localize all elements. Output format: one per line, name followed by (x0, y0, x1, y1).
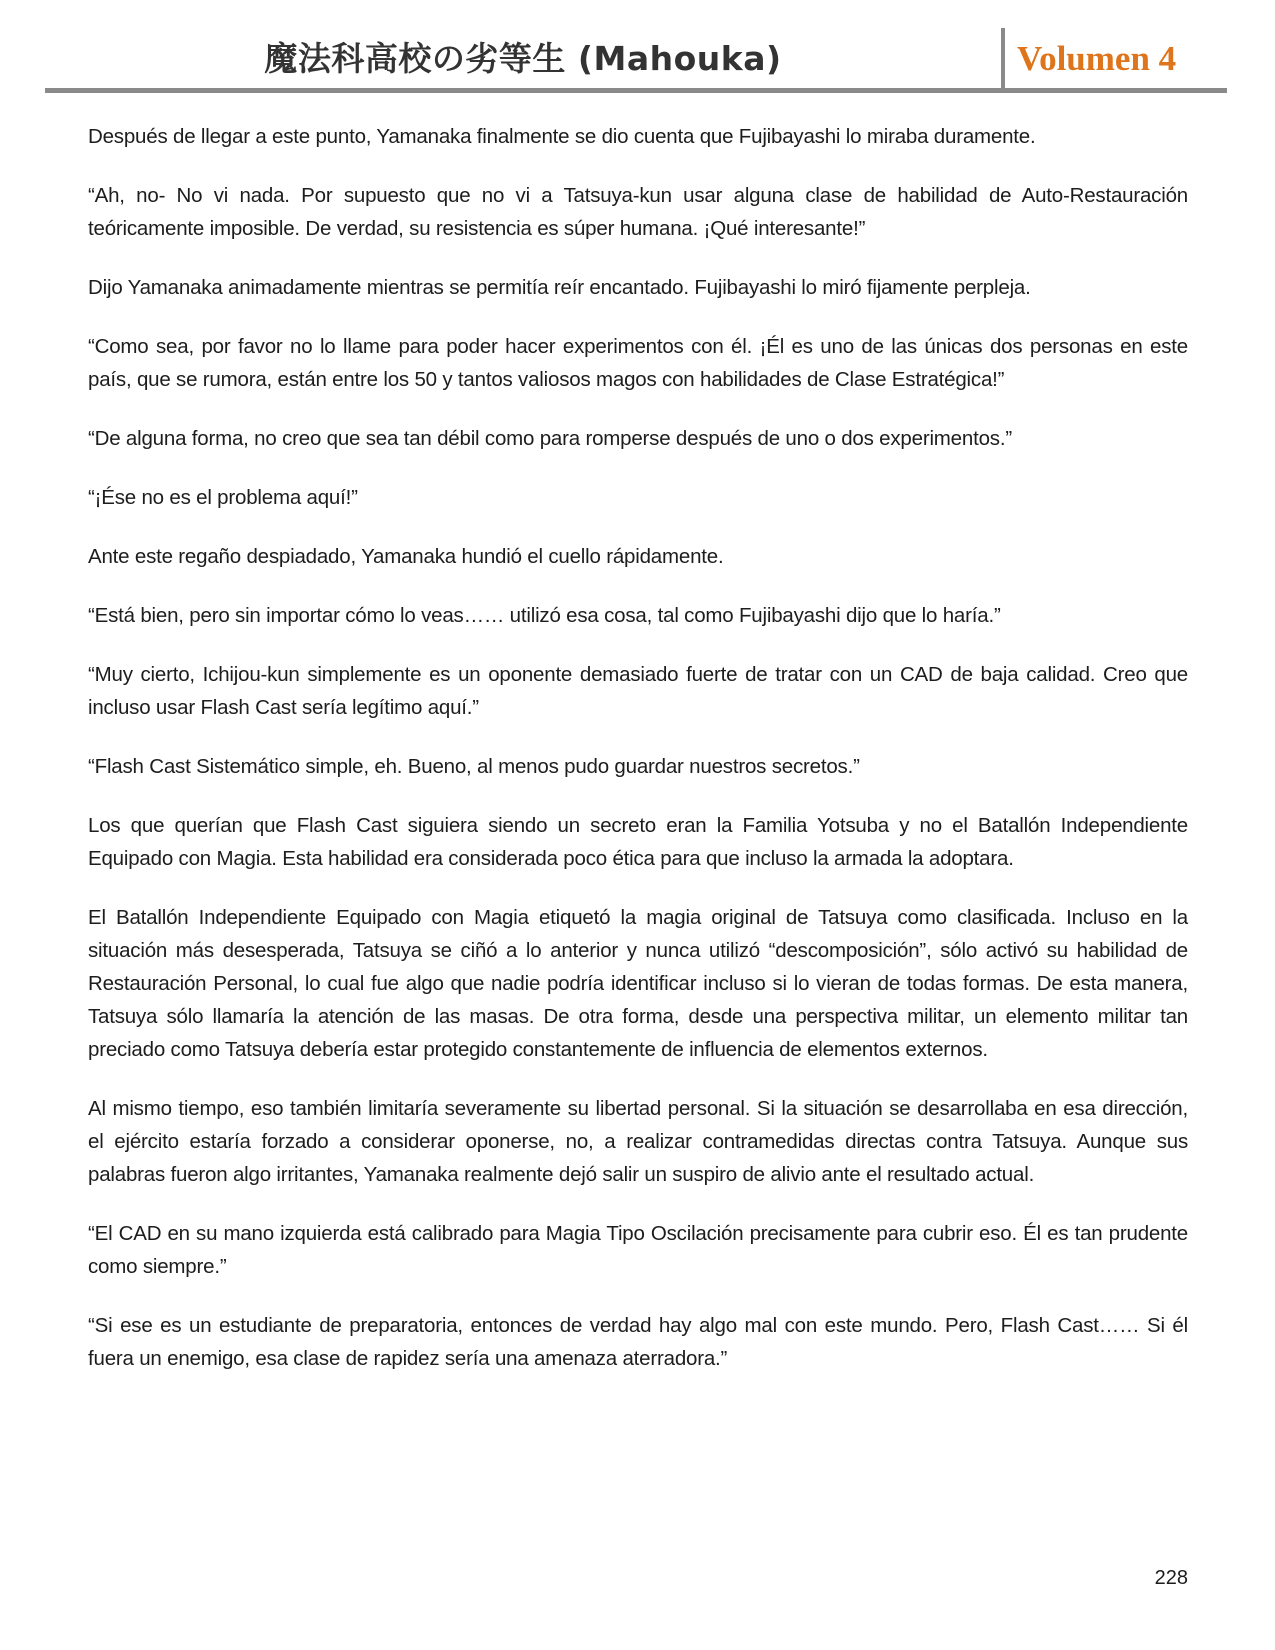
paragraph: “Está bien, pero sin importar cómo lo veas…… utilizó esa cosa, tal como Fujibayashi dijo que lo haría.” (88, 604, 1001, 627)
volume-label: Volumen 4 (1017, 39, 1177, 78)
paragraph: “¡Ése no es el problema aquí!” (88, 486, 358, 509)
header-title-area (45, 0, 1001, 88)
paragraph: “Flash Cast Sistemático simple, eh. Bueno, al menos pudo guardar nuestros secretos.” (88, 755, 860, 778)
paragraph: “El CAD en su mano izquierda está calibrado para Magia Tipo Oscilación precisamente para cubrir eso. Él es tan prudente como siempre.” (88, 1222, 1188, 1278)
paragraph: “Como sea, por favor no lo llame para poder hacer experimentos con él. ¡Él es uno de las únicas dos personas en este país, que se rumora, están entre los 50 y tantos valiosos magos con habilidades de Clase Estratégica!” (88, 335, 1188, 391)
paragraph: “De alguna forma, no creo que sea tan débil como para romperse después de uno o dos experimentos.” (88, 427, 1012, 450)
paragraph: “Si ese es un estudiante de preparatoria, entonces de verdad hay algo mal con este mundo. Pero, Flash Cast…… Si él fuera un enemigo, esa clase de rapidez sería una amenaza aterradora.” (88, 1314, 1188, 1370)
paragraph: “Ah, no- No vi nada. Por supuesto que no vi a Tatsuya-kun usar alguna clase de habilidad de Auto-Restauración teóricamente imposible. De verdad, su resistencia es súper humana. ¡Qué interesante!” (88, 184, 1188, 240)
header-volume-area (1005, 0, 1227, 88)
page-number: 228 (1154, 1567, 1188, 1589)
paragraph: Al mismo tiempo, eso también limitaría severamente su libertad personal. Si la situación se desarrollaba en esa dirección, el ejército estaría forzado a considerar oponerse, no, a realizar contramedidas directas contra Tatsuya. Aunque sus palabras fueron algo irritantes, Yamanaka realmente dejó salir un suspiro de alivio ante el resultado actual. (88, 1097, 1188, 1186)
paragraph: Después de llegar a este punto, Yamanaka finalmente se dio cuenta que Fujibayashi lo miraba duramente. (88, 125, 1036, 148)
paragraph: Los que querían que Flash Cast siguiera siendo un secreto eran la Familia Yotsuba y no el Batallón Independiente Equipado con Magia. Esta habilidad era considerada poco ética para que incluso la armada la adoptara. (88, 814, 1188, 870)
paragraph: El Batallón Independiente Equipado con Magia etiquetó la magia original de Tatsuya como clasificada. Incluso en la situación más desesperada, Tatsuya se ciñó a lo anterior y nunca utilizó “descomposición”, sólo activó su habilidad de Restauración Personal, lo cual fue algo que nadie podría identificar incluso si lo vieran de todas formas. De esta manera, Tatsuya sólo llamaría la atención de las masas. De otra forma, desde una perspectiva militar, un elemento militar tan preciado como Tatsuya debería estar protegido constantemente de influencia de elementos externos. (88, 906, 1188, 1061)
paragraph: Dijo Yamanaka animadamente mientras se permitía reír encantado. Fujibayashi lo miró fijamente perpleja. (88, 276, 1031, 299)
page-body (88, 120, 1188, 1401)
paragraph: “Muy cierto, Ichijou-kun simplemente es un oponente demasiado fuerte de tratar con un CAD de baja calidad. Creo que incluso usar Flash Cast sería legítimo aquí.” (88, 663, 1188, 719)
page-header (45, 0, 1227, 93)
novel-title: 魔法科高校の劣等生 (Mahouka) (264, 39, 782, 78)
paragraph: Ante este regaño despiadado, Yamanaka hundió el cuello rápidamente. (88, 545, 724, 568)
